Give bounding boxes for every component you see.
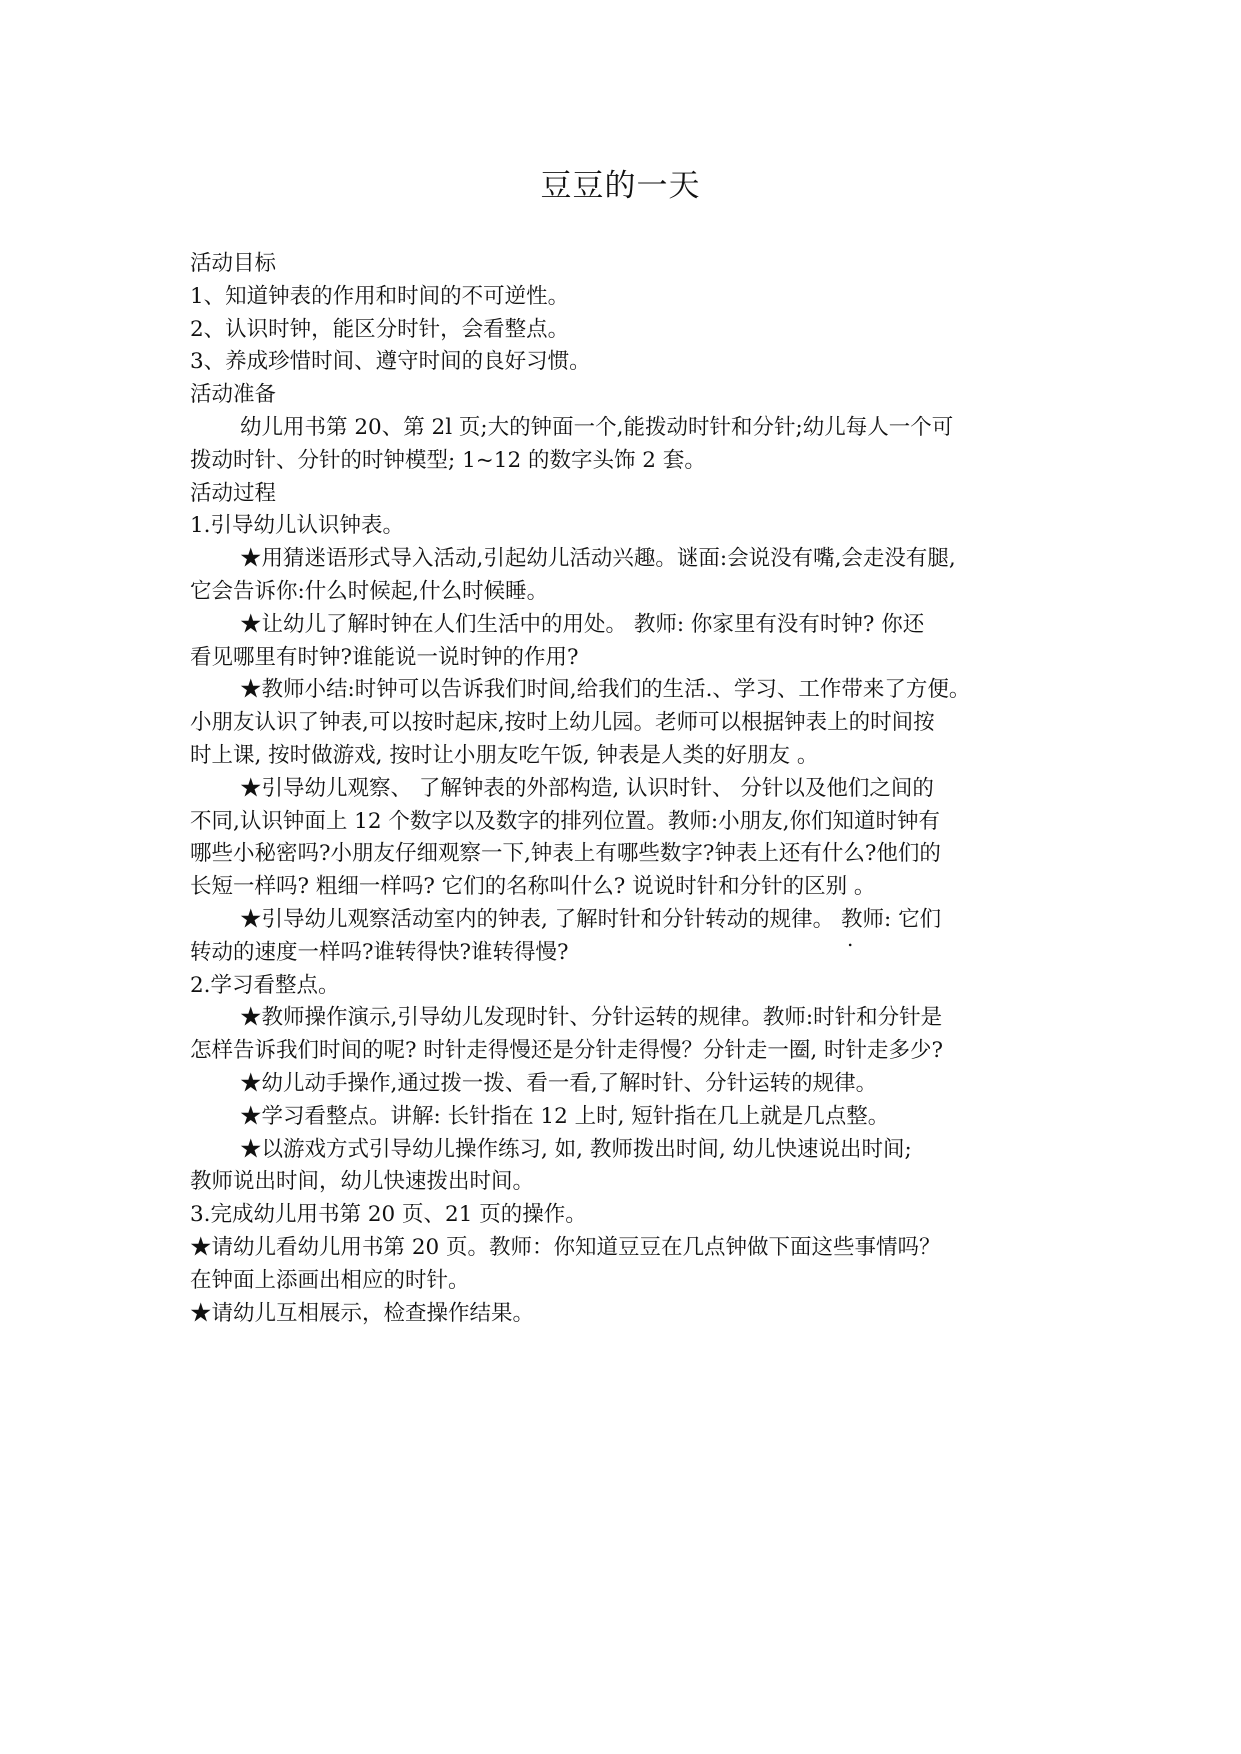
- process-step-heading-2: 2.学习看整点。: [190, 972, 340, 998]
- stray-mark: .: [847, 927, 854, 951]
- process-text-line: ★用猜迷语形式导入活动,引起幼儿活动兴趣。谜面:会说没有嘴,会走没有腿,: [240, 546, 956, 572]
- document-body: [190, 248, 1070, 1330]
- process-text-line: 长短一样吗? 粗细一样吗? 它们的名称叫什么? 说说时针和分针的区别 。: [190, 874, 876, 900]
- process-text-line: 时上课, 按时做游戏, 按时让小朋友吃午饭, 钟表是人类的好朋友 。: [190, 742, 819, 768]
- process-text-line: ★引导幼儿观察活动室内的钟表, 了解时针和分针转动的规律。 教师: 它们: [240, 906, 942, 932]
- process-text-line: ★让幼儿了解时钟在人们生活中的用处。 教师: 你家里有没有时钟? 你还: [240, 611, 925, 637]
- process-text-line: ★请幼儿互相展示，检查操作结果。: [190, 1300, 535, 1326]
- goal-item-1: 1、知道钟表的作用和时间的不可逆性。: [190, 283, 570, 309]
- process-text-line: ★幼儿动手操作,通过拨一拨、看一看,了解时针、分针运转的规律。: [240, 1070, 878, 1096]
- process-text-line: ★教师操作演示,引导幼儿发现时针、分针运转的规律。教师:时针和分针是: [240, 1005, 943, 1031]
- goal-item-3: 3、养成珍惜时间、遵守时间的良好习惯。: [190, 349, 591, 375]
- process-text-line: 它会告诉你:什么时候起,什么时候睡。: [190, 578, 549, 604]
- section-heading-preparation: 活动准备: [190, 382, 277, 408]
- page-title: 豆豆的一天: [540, 168, 701, 204]
- process-text-line: 不同,认识钟面上 12 个数字以及数字的排列位置。教师:小朋友,你们知道时钟有: [190, 808, 940, 834]
- process-text-line: 怎样告诉我们时间的呢? 时针走得慢还是分针走得慢？分针走一圈, 时针走多少?: [190, 1038, 944, 1064]
- process-text-line: ★引导幼儿观察、 了解钟表的外部构造, 认识时针、 分针以及他们之间的: [240, 775, 934, 801]
- section-heading-process: 活动过程: [190, 480, 277, 506]
- process-text-line: ★以游戏方式引导幼儿操作练习, 如, 教师拨出时间, 幼儿快速说出时间;: [240, 1136, 912, 1162]
- process-text-line: 哪些小秘密吗?小朋友仔细观察一下,钟表上有哪些数字?钟表上还有什么?他们的: [190, 841, 941, 867]
- process-text-line: 小朋友认识了钟表,可以按时起床,按时上幼儿园。老师可以根据钟表上的时间按: [190, 710, 935, 736]
- process-step-heading-1: 1.引导幼儿认识钟表。: [190, 513, 405, 539]
- process-step-heading-3: 3.完成幼儿用书第 20 页、21 页的操作。: [190, 1202, 587, 1228]
- process-text-line: ★教师小结:时钟可以告诉我们时间,给我们的生活.、学习、工作带来了方便。: [240, 677, 971, 703]
- section-heading-goals: 活动目标: [190, 251, 277, 276]
- process-text-line: ★学习看整点。讲解: 长针指在 12 上时, 短针指在几上就是几点整。: [240, 1103, 890, 1129]
- process-text-line: 教师说出时间，幼儿快速拨出时间。: [190, 1169, 535, 1195]
- process-text-line: 在钟面上添画出相应的时针。: [190, 1267, 470, 1293]
- process-text-line: 看见哪里有时钟?谁能说一说时钟的作用?: [190, 644, 579, 670]
- process-text-line: ★请幼儿看幼儿用书第 20 页。教师：你知道豆豆在几点钟做下面这些事情吗？: [190, 1234, 941, 1260]
- process-text-line: 转动的速度一样吗?谁转得快?谁转得慢?: [190, 939, 569, 965]
- goal-item-2: 2、认识时钟，能区分时针，会看整点。: [190, 316, 570, 342]
- preparation-text-line: 幼儿用书第 20、第 2l 页;大的钟面一个,能拨动时针和分针;幼儿每人一个可: [240, 414, 954, 440]
- preparation-text-line: 拨动时针、分针的时钟模型; 1~12 的数字头饰 2 套。: [190, 447, 706, 473]
